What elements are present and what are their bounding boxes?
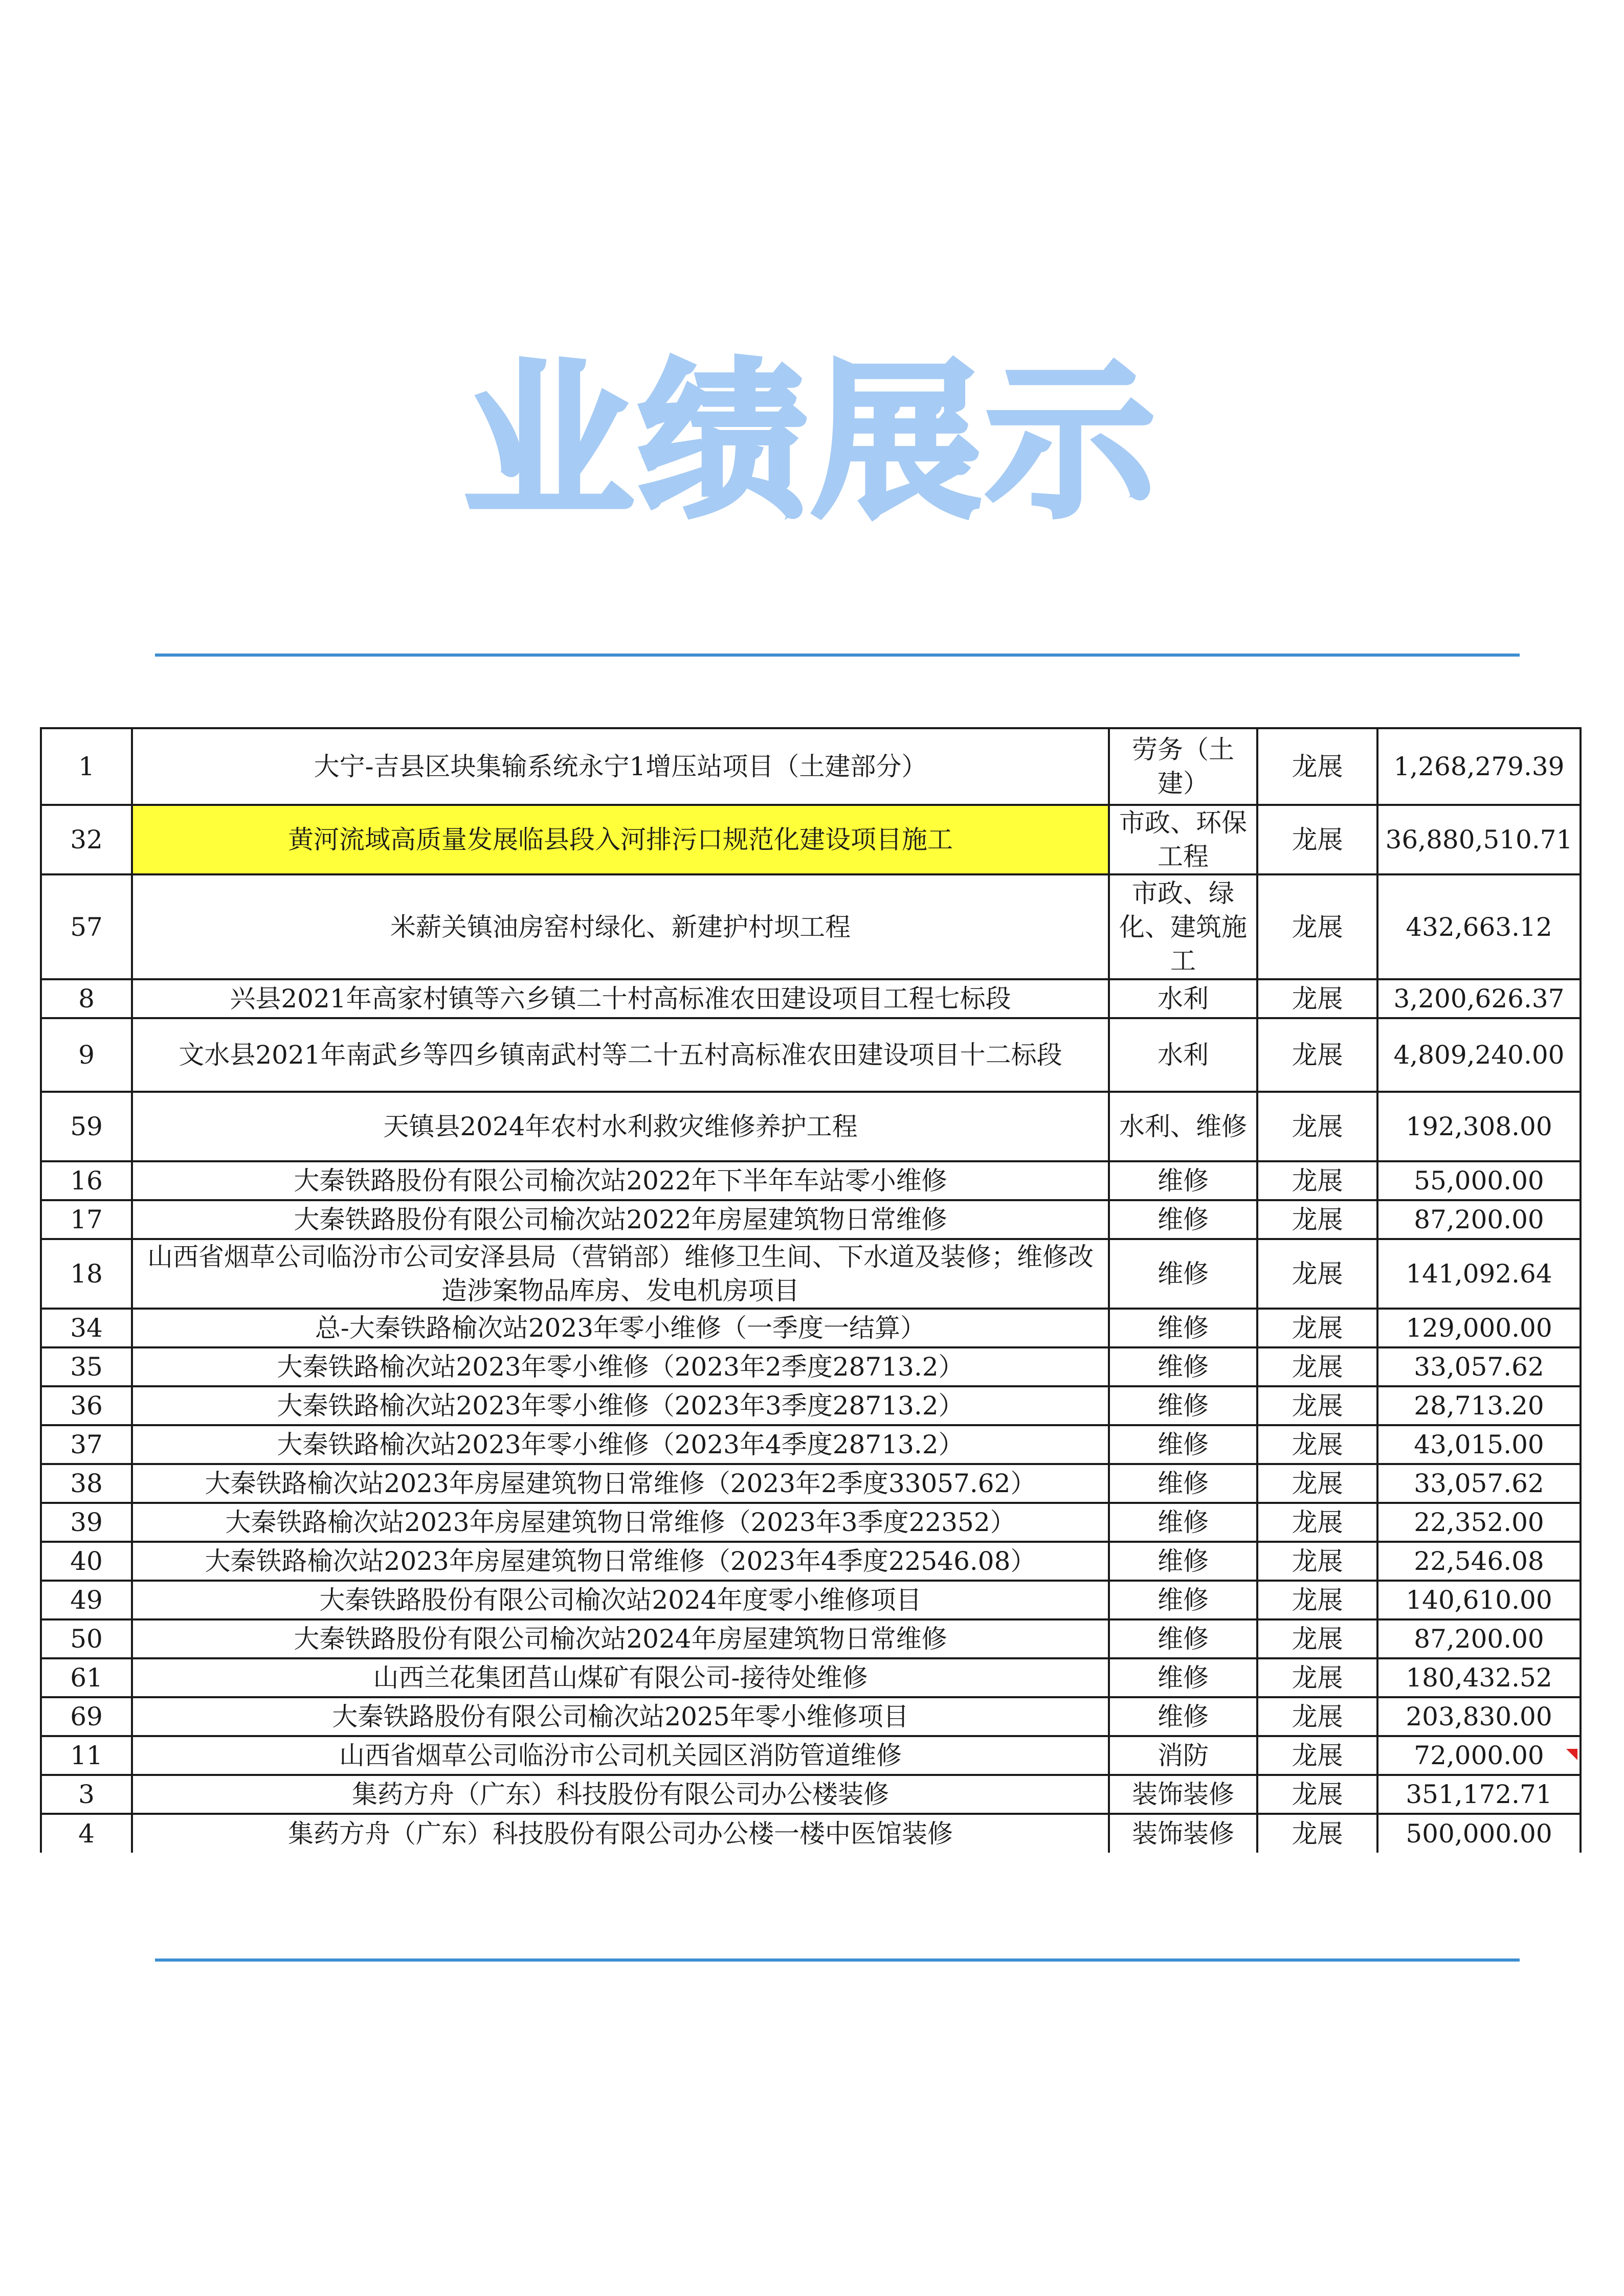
cell-amount: 140,610.00 [1377, 1581, 1581, 1619]
cell-amount: 500,000.00 [1377, 1814, 1581, 1853]
cell-company: 龙展 [1257, 805, 1377, 874]
cell-company: 龙展 [1257, 1239, 1377, 1309]
cell-amount: 22,546.08 [1377, 1542, 1581, 1581]
top-divider [155, 654, 1520, 657]
cell-project: 大秦铁路榆次站2023年零小维修（2023年2季度28713.2） [132, 1347, 1109, 1386]
cell-amount: 36,880,510.71 [1377, 805, 1581, 874]
cell-project: 大秦铁路股份有限公司榆次站2022年下半年车站零小维修 [132, 1161, 1109, 1200]
cell-type: 维修 [1109, 1581, 1257, 1619]
cell-company: 龙展 [1257, 979, 1377, 1018]
table-row [41, 1239, 1581, 1309]
cell-amount: 55,000.00 [1377, 1161, 1581, 1200]
cell-type: 维修 [1109, 1347, 1257, 1386]
cell-type: 维修 [1109, 1503, 1257, 1542]
cell-type: 装饰装修 [1109, 1775, 1257, 1814]
cell-project: 文水县2021年南武乡等四乡镇南武村等二十五村高标准农田建设项目十二标段 [132, 1018, 1109, 1092]
cell-company: 龙展 [1257, 1386, 1377, 1425]
cell-project: 大秦铁路榆次站2023年房屋建筑物日常维修（2023年2季度33057.62） [132, 1464, 1109, 1503]
table-row [41, 1581, 1581, 1619]
cell-amount: 33,057.62 [1377, 1464, 1581, 1503]
cell-no: 4 [41, 1814, 132, 1853]
cell-company: 龙展 [1257, 874, 1377, 979]
cell-no: 59 [41, 1092, 132, 1161]
cell-type: 维修 [1109, 1309, 1257, 1347]
table-row [41, 805, 1581, 874]
cell-project: 大宁-吉县区块集输系统永宁1增压站项目（土建部分） [132, 728, 1109, 805]
cell-type: 维修 [1109, 1239, 1257, 1309]
cell-type: 装饰装修 [1109, 1814, 1257, 1853]
cell-no: 17 [41, 1200, 132, 1239]
cell-project: 大秦铁路榆次站2023年零小维修（2023年3季度28713.2） [132, 1386, 1109, 1425]
table-row [41, 1386, 1581, 1425]
cell-type: 水利 [1109, 1018, 1257, 1092]
cell-company: 龙展 [1257, 1092, 1377, 1161]
cell-amount: 87,200.00 [1377, 1200, 1581, 1239]
cell-no: 34 [41, 1309, 132, 1347]
cell-no: 37 [41, 1425, 132, 1464]
cell-amount: 43,015.00 [1377, 1425, 1581, 1464]
cell-company: 龙展 [1257, 1814, 1377, 1853]
cell-no: 32 [41, 805, 132, 874]
cell-no: 50 [41, 1619, 132, 1658]
cell-amount: 180,432.52 [1377, 1658, 1581, 1697]
comment-marker-icon [1566, 1749, 1577, 1760]
cell-amount: 3,200,626.37 [1377, 979, 1581, 1018]
table-row [41, 1161, 1581, 1200]
cell-type: 水利、维修 [1109, 1092, 1257, 1161]
cell-no: 8 [41, 979, 132, 1018]
cell-project: 总-大秦铁路榆次站2023年零小维修（一季度一结算） [132, 1309, 1109, 1347]
cell-amount: 192,308.00 [1377, 1092, 1581, 1161]
table-row [41, 979, 1581, 1018]
cell-company: 龙展 [1257, 1425, 1377, 1464]
cell-amount: 1,268,279.39 [1377, 728, 1581, 805]
table-row [41, 1200, 1581, 1239]
cell-company: 龙展 [1257, 1542, 1377, 1581]
cell-project: 天镇县2024年农村水利救灾维修养护工程 [132, 1092, 1109, 1161]
cell-no: 69 [41, 1697, 132, 1736]
cell-project: 大秦铁路股份有限公司榆次站2025年零小维修项目 [132, 1697, 1109, 1736]
cell-no: 38 [41, 1464, 132, 1503]
cell-company: 龙展 [1257, 1775, 1377, 1814]
cell-type: 维修 [1109, 1161, 1257, 1200]
table-row [41, 1092, 1581, 1161]
table-row [41, 1503, 1581, 1542]
cell-no: 11 [41, 1736, 132, 1775]
cell-project: 集药方舟（广东）科技股份有限公司办公楼一楼中医馆装修 [132, 1814, 1109, 1853]
cell-amount: 33,057.62 [1377, 1347, 1581, 1386]
performance-table [40, 727, 1582, 1853]
cell-company: 龙展 [1257, 1581, 1377, 1619]
table-row [41, 728, 1581, 805]
cell-type: 市政、绿化、建筑施工 [1109, 874, 1257, 979]
cell-project: 山西省烟草公司临汾市公司安泽县局（营销部）维修卫生间、下水道及装修；维修改造涉案物品库房、发电机房项目 [132, 1239, 1109, 1309]
cell-project: 大秦铁路榆次站2023年房屋建筑物日常维修（2023年4季度22546.08） [132, 1542, 1109, 1581]
cell-amount: 4,809,240.00 [1377, 1018, 1581, 1092]
cell-type: 维修 [1109, 1542, 1257, 1581]
table-row [41, 874, 1581, 979]
cell-type: 维修 [1109, 1619, 1257, 1658]
cell-amount: 203,830.00 [1377, 1697, 1581, 1736]
cell-amount: 87,200.00 [1377, 1619, 1581, 1658]
cell-project: 大秦铁路股份有限公司榆次站2024年度零小维修项目 [132, 1581, 1109, 1619]
table-row [41, 1347, 1581, 1386]
cell-project: 集药方舟（广东）科技股份有限公司办公楼装修 [132, 1775, 1109, 1814]
cell-company: 龙展 [1257, 1658, 1377, 1697]
table-row [41, 1736, 1581, 1775]
cell-company: 龙展 [1257, 1697, 1377, 1736]
cell-type: 维修 [1109, 1425, 1257, 1464]
cell-project: 米薪关镇油房窑村绿化、新建护村坝工程 [132, 874, 1109, 979]
cell-project: 山西省烟草公司临汾市公司机关园区消防管道维修 [132, 1736, 1109, 1775]
cell-type: 市政、环保工程 [1109, 805, 1257, 874]
table-row [41, 1018, 1581, 1092]
cell-company: 龙展 [1257, 1619, 1377, 1658]
cell-type: 维修 [1109, 1658, 1257, 1697]
cell-amount: 28,713.20 [1377, 1386, 1581, 1425]
cell-project: 大秦铁路榆次站2023年零小维修（2023年4季度28713.2） [132, 1425, 1109, 1464]
cell-project: 山西兰花集团莒山煤矿有限公司-接待处维修 [132, 1658, 1109, 1697]
cell-company: 龙展 [1257, 1200, 1377, 1239]
table-row [41, 1309, 1581, 1347]
cell-no: 16 [41, 1161, 132, 1200]
cell-project: 大秦铁路股份有限公司榆次站2024年房屋建筑物日常维修 [132, 1619, 1109, 1658]
cell-no: 1 [41, 728, 132, 805]
cell-amount: 22,352.00 [1377, 1503, 1581, 1542]
table-row [41, 1775, 1581, 1814]
cell-no: 57 [41, 874, 132, 979]
cell-no: 35 [41, 1347, 132, 1386]
cell-company: 龙展 [1257, 728, 1377, 805]
cell-company: 龙展 [1257, 1464, 1377, 1503]
table-row [41, 1697, 1581, 1736]
cell-company: 龙展 [1257, 1347, 1377, 1386]
bottom-divider [155, 1959, 1520, 1962]
cell-type: 维修 [1109, 1464, 1257, 1503]
cell-no: 36 [41, 1386, 132, 1425]
cell-type: 劳务（土建） [1109, 728, 1257, 805]
cell-type: 消防 [1109, 1736, 1257, 1775]
cell-type: 维修 [1109, 1200, 1257, 1239]
cell-no: 3 [41, 1775, 132, 1814]
table-row [41, 1464, 1581, 1503]
cell-type: 维修 [1109, 1386, 1257, 1425]
cell-project: 大秦铁路榆次站2023年房屋建筑物日常维修（2023年3季度22352） [132, 1503, 1109, 1542]
cell-no: 39 [41, 1503, 132, 1542]
table-row [41, 1814, 1581, 1853]
table-row [41, 1619, 1581, 1658]
cell-company: 龙展 [1257, 1161, 1377, 1200]
cell-project: 大秦铁路股份有限公司榆次站2022年房屋建筑物日常维修 [132, 1200, 1109, 1239]
cell-no: 9 [41, 1018, 132, 1092]
cell-no: 49 [41, 1581, 132, 1619]
cell-amount: 432,663.12 [1377, 874, 1581, 979]
cell-company: 龙展 [1257, 1309, 1377, 1347]
cell-no: 61 [41, 1658, 132, 1697]
cell-type: 水利 [1109, 979, 1257, 1018]
cell-amount: 129,000.00 [1377, 1309, 1581, 1347]
table-row [41, 1658, 1581, 1697]
cell-project: 兴县2021年高家村镇等六乡镇二十村高标准农田建设项目工程七标段 [132, 979, 1109, 1018]
cell-type: 维修 [1109, 1697, 1257, 1736]
page-title: 业绩展示 [464, 344, 1160, 541]
cell-company: 龙展 [1257, 1736, 1377, 1775]
cell-amount: 141,092.64 [1377, 1239, 1581, 1309]
cell-amount: 351,172.71 [1377, 1775, 1581, 1814]
cell-company: 龙展 [1257, 1018, 1377, 1092]
cell-amount: 72,000.00 [1377, 1736, 1581, 1775]
cell-project: 黄河流域高质量发展临县段入河排污口规范化建设项目施工 [132, 805, 1109, 874]
cell-no: 40 [41, 1542, 132, 1581]
table-row [41, 1542, 1581, 1581]
cell-company: 龙展 [1257, 1503, 1377, 1542]
cell-no: 18 [41, 1239, 132, 1309]
table-row [41, 1425, 1581, 1464]
